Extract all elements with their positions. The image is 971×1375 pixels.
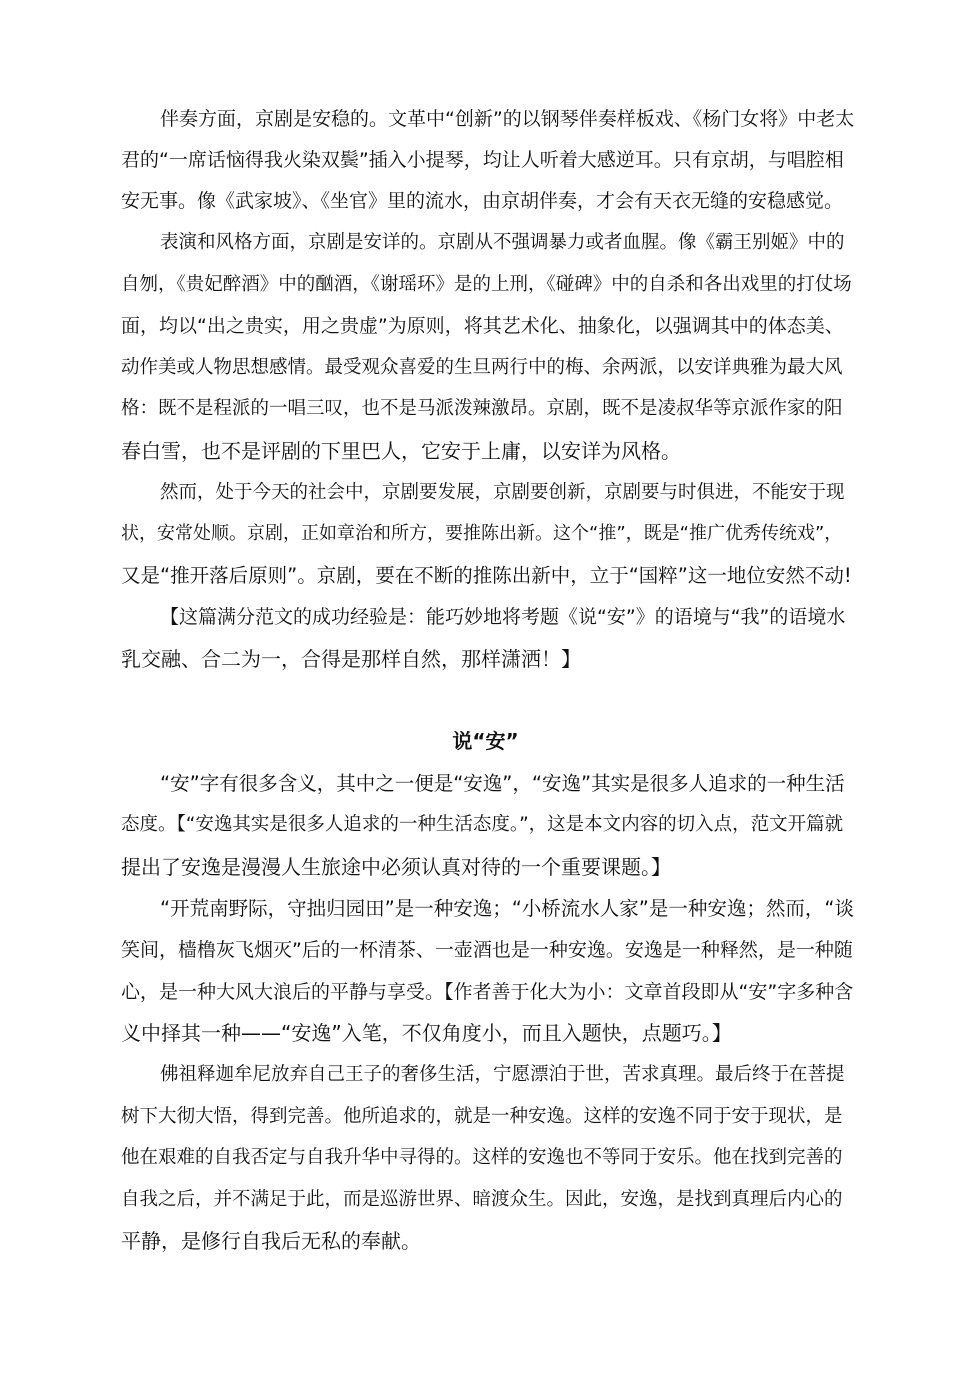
paragraph-line: 状，安常处顺。京剧，正如章治和所方，要推陈出新。这个“推”，既是“推广优秀传统戏”， <box>121 523 843 544</box>
paragraph-line: 格：既不是程派的一唱三叹，也不是马派泼辣激昂。京剧，既不是凌叔华等京派作家的阳 <box>121 398 843 419</box>
paragraph-line: 笑间，樯橹灰飞烟灭”后的一杯清茶、一壶酒也是一种安逸。安逸是一种释然，是一种随 <box>121 939 853 961</box>
paragraph-line: “安”字有很多含义，其中之一便是“安逸”，“安逸”其实是很多人追求的一种生活 <box>160 772 845 795</box>
paragraph-line: 义中择其一种——“安逸”入笔，不仅角度小，而且入题快，点题巧。】 <box>121 1021 732 1045</box>
paragraph-line: 平静，是修行自我后无私的奉献。 <box>121 1229 421 1253</box>
paragraph-line: 春白雪，也不是评剧的下里巴人，它安于上庸，以安详为风格。 <box>121 439 681 463</box>
paragraph-line: 面，均以“出之贵实，用之贵虚”为原则，将其艺术化、抽象化，以强调其中的体态美、 <box>121 315 844 337</box>
paragraph-line: 态度。【“安逸其实是很多人追求的一种生活态度。”，这是本文内容的切入点，范文开篇就 <box>121 814 844 835</box>
paragraph-line: 他在艰难的自我否定与自我升华中寻得的。这样的安逸也不等同于安乐。他在找到完善的 <box>121 1147 843 1168</box>
paragraph-line: 动作美或人物思想感情。最受观众喜爱的生旦两行中的梅、余两派，以安详典雅为最大风 <box>121 357 843 378</box>
commentary-line: 乳交融、合二为一，合得是那样自然，那样潇洒！】 <box>121 647 581 671</box>
commentary-line: 【这篇满分范文的成功经验是：能巧妙地将考题《说“安”》的语境与“我”的语境水 <box>160 606 846 628</box>
paragraph-line: 君的“一席话恼得我火染双鬓”插入小提琴，均让人听着大感逆耳。只有京胡，与唱腔相 <box>121 149 844 171</box>
paragraph-line: 提出了安逸是漫漫人生旅途中必须认真对待的一个重要课题。】 <box>121 855 671 879</box>
paragraph-line: 心，是一种大风大浪后的平静与享受。【作者善于化大为小：文章首段即从“安”字多种含 <box>121 981 854 1003</box>
paragraph-line: 树下大彻大悟，得到完善。他所追求的，就是一种安逸。这样的安逸不同于安于现状，是 <box>121 1106 843 1127</box>
paragraph-line: 自我之后，并不满足于此，而是巡游世界、暗渡众生。因此，安逸，是找到真理后内心的 <box>121 1189 843 1210</box>
paragraph-line: 然而，处于今天的社会中，京剧要发展，京剧要创新，京剧要与时俱进，不能安于现 <box>160 482 845 503</box>
paragraph-line: “开荒南野际，守拙归园田”是一种安逸；“小桥流水人家”是一种安逸；然而，“谈 <box>160 897 855 920</box>
paragraph-line: 表演和风格方面，京剧是安详的。京剧从不强调暴力或者血腥。像《霸王别姬》中的 <box>160 232 845 253</box>
paragraph-line: 自刎，《贵妃醉酒》中的酗酒，《谢瑶环》是的上刑，《碰碑》中的自杀和各出戏里的打仗场 <box>121 274 852 295</box>
paragraph-line: 佛祖释迦牟尼放弃自己王子的奢侈生活，宁愿漂泊于世，苦求真理。最后终于在菩提 <box>160 1064 845 1085</box>
essay-title: 说“安” <box>452 729 519 753</box>
paragraph-line: 安无事。像《武家坡》、《坐官》里的流水，由京胡伴奏，才会有天衣无缝的安稳感觉。 <box>121 190 844 212</box>
paragraph-line: 又是“推开落后原则”。京剧，要在不断的推陈出新中，立于“国粹”这一地位安然不动! <box>121 564 852 587</box>
paragraph-line: 伴奏方面，京剧是安稳的。文革中“创新”的以钢琴伴奏样板戏、《杨门女将》中老太 <box>160 108 855 130</box>
